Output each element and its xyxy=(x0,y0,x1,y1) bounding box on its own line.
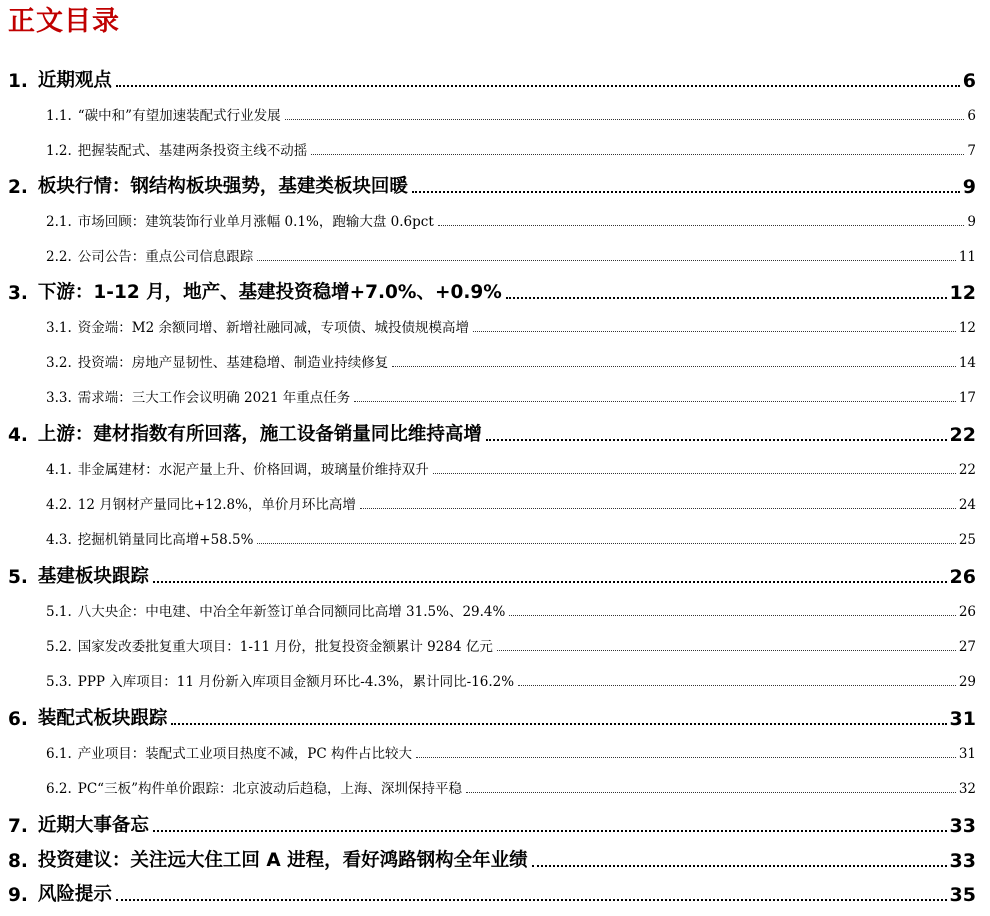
toc-page-number: 17 xyxy=(958,390,976,406)
toc-dot-leader xyxy=(497,650,956,651)
toc-dot-leader xyxy=(257,260,956,261)
toc-entry-5-2[interactable] xyxy=(46,635,976,655)
toc-dot-leader xyxy=(532,865,947,867)
toc-page-number: 6 xyxy=(967,108,976,124)
toc-entry-6[interactable] xyxy=(8,704,976,730)
toc-number: 1.1. xyxy=(46,108,72,124)
toc-number: 1.2. xyxy=(46,143,72,159)
toc-dot-leader xyxy=(438,225,965,226)
toc-dot-leader xyxy=(506,297,947,299)
toc-title: 把握装配式、基建两条投资主线不动摇 xyxy=(77,143,308,159)
toc-page-number: 14 xyxy=(958,355,976,371)
toc-number: 3.3. xyxy=(46,390,72,406)
page-title: 正文目录 xyxy=(8,6,120,37)
toc-page-number: 12 xyxy=(958,320,976,336)
toc-entry-1-2[interactable] xyxy=(46,139,976,159)
toc-entry-5[interactable] xyxy=(8,562,976,588)
toc-dot-leader xyxy=(392,366,956,367)
toc-dot-leader xyxy=(354,401,956,402)
toc-dot-leader xyxy=(412,191,960,193)
toc-page-number: 35 xyxy=(949,884,976,906)
toc-number: 4.1. xyxy=(46,462,72,478)
toc-title: 近期大事备忘 xyxy=(37,815,149,836)
toc-page-number: 11 xyxy=(958,249,976,265)
toc-number: 3. xyxy=(8,283,28,304)
toc-entry-6-1[interactable] xyxy=(46,742,976,762)
toc-title: 产业项目：装配式工业项目热度不减，PC 构件占比较大 xyxy=(77,746,412,762)
toc-page-number: 27 xyxy=(958,639,976,655)
toc-dot-leader xyxy=(360,508,956,509)
toc-dot-leader xyxy=(153,830,947,832)
toc-number: 4.2. xyxy=(46,497,72,513)
toc-page-number: 22 xyxy=(949,424,976,446)
toc-page-number: 9 xyxy=(967,214,976,230)
toc-number: 6.2. xyxy=(46,781,72,797)
toc-page-number: 26 xyxy=(958,604,976,620)
toc-title: 上游：建材指数有所回落，施工设备销量同比维持高增 xyxy=(37,424,482,445)
toc-entry-3[interactable] xyxy=(8,278,976,304)
toc-entry-6-2[interactable] xyxy=(46,777,976,797)
toc-title: 资金端：M2 余额同增、新增社融同减，专项债、城投债规模高增 xyxy=(77,320,469,336)
toc-entry-4[interactable] xyxy=(8,420,976,446)
toc-page-number: 7 xyxy=(967,143,976,159)
toc-dot-leader xyxy=(257,543,955,544)
toc-entry-2-1[interactable] xyxy=(46,210,976,230)
toc-dot-leader xyxy=(486,439,947,441)
toc-page-number: 24 xyxy=(958,497,976,513)
toc-number: 5.2. xyxy=(46,639,72,655)
toc-title: 需求端：三大工作会议明确 2021 年重点任务 xyxy=(77,390,351,406)
toc-page-number: 6 xyxy=(962,70,976,92)
toc-number: 2.1. xyxy=(46,214,72,230)
toc-number: 4.3. xyxy=(46,532,72,548)
toc-page-number: 12 xyxy=(949,282,976,304)
toc-title: 挖掘机销量同比高增+58.5% xyxy=(77,532,254,548)
toc-title: 板块行情：钢结构板块强势，基建类板块回暖 xyxy=(37,176,408,197)
toc-page-number: 32 xyxy=(958,781,976,797)
toc-entry-2[interactable] xyxy=(8,172,976,198)
toc-number: 9. xyxy=(8,885,28,906)
toc-dot-leader xyxy=(466,792,956,793)
toc-dot-leader xyxy=(473,331,956,332)
toc-title: 市场回顾：建筑装饰行业单月涨幅 0.1%，跑输大盘 0.6pct xyxy=(77,214,434,230)
toc-dot-leader xyxy=(433,473,956,474)
toc-page-number: 25 xyxy=(958,532,976,548)
toc-entry-1-1[interactable] xyxy=(46,104,976,124)
toc-title: 近期观点 xyxy=(37,70,112,91)
toc-title: 投资端：房地产显韧性、基建稳增、制造业持续修复 xyxy=(77,355,389,371)
toc-title: 八大央企：中电建、中冶全年新签订单合同额同比高增 31.5%、29.4% xyxy=(77,604,506,620)
toc-entry-5-1[interactable] xyxy=(46,600,976,620)
toc-page-number: 33 xyxy=(949,815,976,837)
toc-number: 6.1. xyxy=(46,746,72,762)
toc-number: 8. xyxy=(8,851,28,872)
toc-title: 装配式板块跟踪 xyxy=(37,708,168,729)
toc-page-number: 26 xyxy=(949,566,976,588)
toc-title: 国家发改委批复重大项目：1-11 月份，批复投资金额累计 9284 亿元 xyxy=(77,639,493,655)
toc-page-number: 9 xyxy=(962,176,976,198)
toc-entry-4-2[interactable] xyxy=(46,493,976,513)
toc-dot-leader xyxy=(285,119,965,120)
toc-number: 6. xyxy=(8,709,28,730)
toc-entry-8[interactable] xyxy=(8,846,976,872)
toc-dot-leader xyxy=(416,757,956,758)
toc-number: 1. xyxy=(8,71,28,92)
toc-number: 4. xyxy=(8,425,28,446)
toc-entry-9[interactable] xyxy=(8,880,976,906)
toc-title: 投资建议：关注远大住工回 A 进程，看好鸿路钢构全年业绩 xyxy=(37,850,528,871)
toc-title: “碳中和”有望加速装配式行业发展 xyxy=(77,108,281,124)
toc-number: 5. xyxy=(8,567,28,588)
toc-title: 12 月钢材产量同比+12.8%，单价月环比高增 xyxy=(77,497,356,513)
toc-page-number: 29 xyxy=(958,674,976,690)
toc-entry-2-2[interactable] xyxy=(46,245,976,265)
toc-entry-7[interactable] xyxy=(8,811,976,837)
toc-title: PC“三板”构件单价跟踪：北京波动后趋稳，上海、深圳保持平稳 xyxy=(77,781,462,797)
toc-page-number: 33 xyxy=(949,850,976,872)
toc-number: 7. xyxy=(8,816,28,837)
toc-page-number: 22 xyxy=(958,462,976,478)
toc-number: 2.2. xyxy=(46,249,72,265)
toc-dot-leader xyxy=(116,899,947,901)
toc-number: 3.1. xyxy=(46,320,72,336)
toc-number: 5.3. xyxy=(46,674,72,690)
toc-dot-leader xyxy=(311,154,964,155)
toc-entry-4-3[interactable] xyxy=(46,528,976,548)
toc-entry-3-2[interactable] xyxy=(46,351,976,371)
toc-title: PPP 入库项目：11 月份新入库项目金额月环比-4.3%，累计同比-16.2% xyxy=(77,674,515,690)
toc-title: 基建板块跟踪 xyxy=(37,566,149,587)
toc-dot-leader xyxy=(518,685,956,686)
toc-entry-5-3[interactable] xyxy=(46,670,976,690)
toc-entry-3-3[interactable] xyxy=(46,386,976,406)
toc-page-number: 31 xyxy=(958,746,976,762)
toc-entry-1[interactable] xyxy=(8,66,976,92)
toc-entry-3-1[interactable] xyxy=(46,316,976,336)
toc-title: 非金属建材：水泥产量上升、价格回调，玻璃量价维持双升 xyxy=(77,462,429,478)
toc-title: 下游：1-12 月，地产、基建投资稳增+7.0%、+0.9% xyxy=(37,282,502,303)
toc-number: 2. xyxy=(8,177,28,198)
toc-title: 风险提示 xyxy=(37,884,112,905)
toc-number: 5.1. xyxy=(46,604,72,620)
toc-page-number: 31 xyxy=(949,708,976,730)
toc-dot-leader xyxy=(171,723,946,725)
toc-number: 3.2. xyxy=(46,355,72,371)
toc-title: 公司公告：重点公司信息跟踪 xyxy=(77,249,254,265)
toc-dot-leader xyxy=(153,581,947,583)
toc-dot-leader xyxy=(116,85,960,87)
toc-dot-leader xyxy=(509,615,955,616)
toc-entry-4-1[interactable] xyxy=(46,458,976,478)
